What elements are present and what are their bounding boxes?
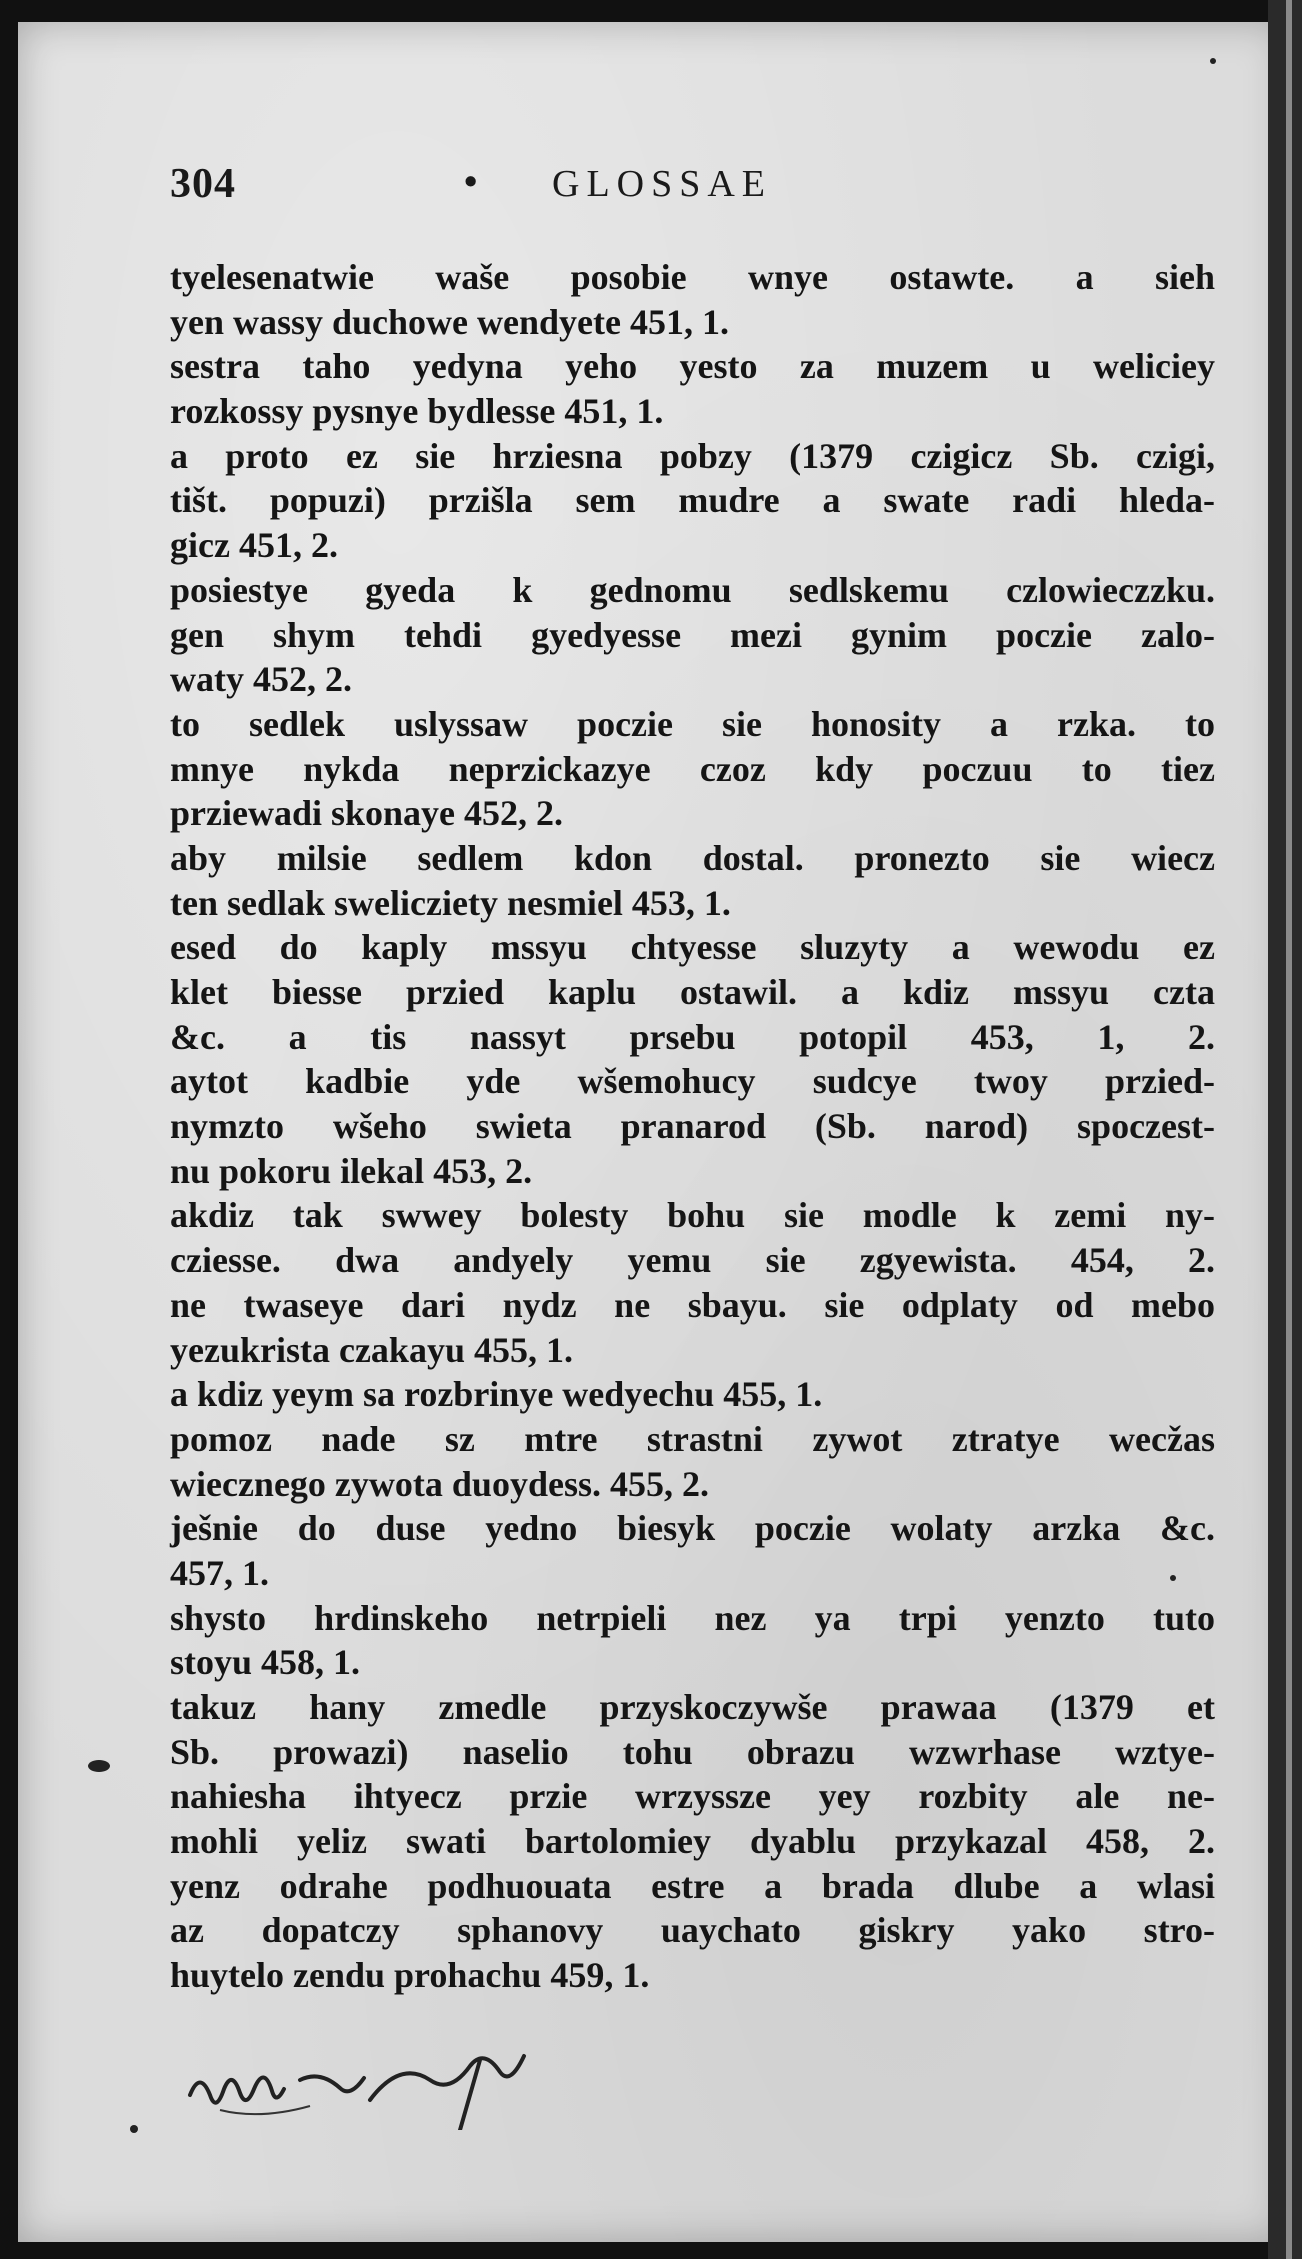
- text-line: waty 452, 2.: [170, 659, 352, 700]
- text-line: pomoz nade sz mtre strastni zywot ztratye wecžas: [170, 1418, 1215, 1459]
- handwritten-signature: [180, 2040, 580, 2130]
- text-line: &c. a tis nassyt prsebu potopil 453, 1, 2.: [170, 1016, 1215, 1057]
- text-line: tišt. popuzi) przišla sem mudre a swate radi hleda-: [170, 480, 1215, 521]
- text-line: yenz odrahe podhuouata estre a brada dlube a wlasi: [170, 1865, 1215, 1906]
- text-line: ten sedlak swelicziety nesmiel 453, 1.: [170, 882, 731, 923]
- text-line: gen shym tehdi gyedyesse mezi gynim poczie zalo-: [170, 614, 1215, 655]
- text-line: yen wassy duchowe wendyete 451, 1.: [170, 301, 730, 342]
- text-line: nymzto wšeho swieta pranarod (Sb. narod) spoczest-: [170, 1106, 1215, 1147]
- text-line: 457, 1.: [170, 1552, 269, 1593]
- text-line: to sedlek uslyssaw poczie sie honosity a rzka. to: [170, 703, 1215, 744]
- text-line: gicz 451, 2.: [170, 525, 338, 566]
- text-line: ješnie do duse yedno biesyk poczie wolaty arzka &c.: [170, 1508, 1215, 1549]
- text-line: takuz hany zmedle przyskoczywše prawaa (1379 et: [170, 1687, 1215, 1727]
- ink-speck: [1210, 58, 1216, 64]
- text-line: rozkossy pysnye bydlesse 451, 1.: [170, 391, 664, 432]
- text-line: aby milsie sedlem kdon dostal. pronezto sie wiecz: [170, 837, 1215, 878]
- text-line: a proto ez sie hrziesna pobzy (1379 czigicz Sb. czigi,: [170, 435, 1215, 476]
- ink-speck: [1170, 1575, 1176, 1581]
- text-line: sestra taho yedyna yeho yesto za muzem u weliciey: [170, 346, 1215, 387]
- text-line: shysto hrdinskeho netrpieli nez ya trpi yenzto tuto: [170, 1597, 1215, 1638]
- text-line: esed do kaply mssyu chtyesse sluzyty a wewodu ez: [170, 927, 1215, 968]
- text-line: klet biesse przied kaplu ostawil. a kdiz mssyu czta: [170, 972, 1215, 1012]
- text-line: stoyu 458, 1.: [170, 1642, 361, 1683]
- page-number: 304: [170, 161, 236, 207]
- page-edge-strip: [1286, 0, 1292, 2259]
- text-line: a kdiz yeym sa rozbrinye wedyechu 455, 1.: [170, 1374, 823, 1415]
- ink-speck: [88, 1760, 110, 1772]
- text-line: prziewadi skonaye 452, 2.: [170, 793, 564, 834]
- page-edge-shadow: [1268, 0, 1302, 2259]
- ink-speck: [130, 2125, 138, 2133]
- text-line: nahiesha ihtyecz przie wrzyssze yey rozbity ale ne-: [170, 1776, 1215, 1817]
- glossary-text-block: [170, 255, 1215, 1998]
- text-line: yezukrista czakayu 455, 1.: [170, 1329, 573, 1370]
- text-line: Sb. prowazi) naselio tohu obrazu wzwrhase wztye-: [170, 1731, 1215, 1772]
- text-line: akdiz tak swwey bolesty bohu sie modle k zemi ny-: [170, 1195, 1215, 1236]
- text-line: wiecznego zywota duoydess. 455, 2.: [170, 1463, 709, 1504]
- text-line: aytot kadbie yde wšemohucy sudcye twoy przied-: [170, 1061, 1215, 1102]
- text-line: cziesse. dwa andyely yemu sie zgyewista. 454, 2.: [170, 1240, 1215, 1281]
- text-line: huytelo zendu prohachu 459, 1.: [170, 1955, 650, 1996]
- text-line: ne twaseye dari nydz ne sbayu. sie odplaty od mebo: [170, 1284, 1215, 1325]
- text-line: mohli yeliz swati bartolomiey dyablu przykazal 458, 2.: [170, 1821, 1215, 1862]
- text-line: az dopatczy sphanovy uaychato giskry yako stro-: [170, 1910, 1215, 1951]
- running-head: GLOSSAE: [552, 163, 773, 205]
- page-header: [152, 160, 1152, 220]
- text-line: posiestye gyeda k gednomu sedlskemu czlowieczzku.: [170, 569, 1215, 610]
- text-line: nu pokoru ilekal 453, 2.: [170, 1150, 533, 1191]
- text-line: tyelesenatwie waše posobie wnye ostawte. a sieh: [170, 257, 1215, 297]
- text-line: mnye nykda neprzickazye czoz kdy poczuu to tiez: [170, 748, 1215, 789]
- header-ornament: •: [464, 161, 478, 203]
